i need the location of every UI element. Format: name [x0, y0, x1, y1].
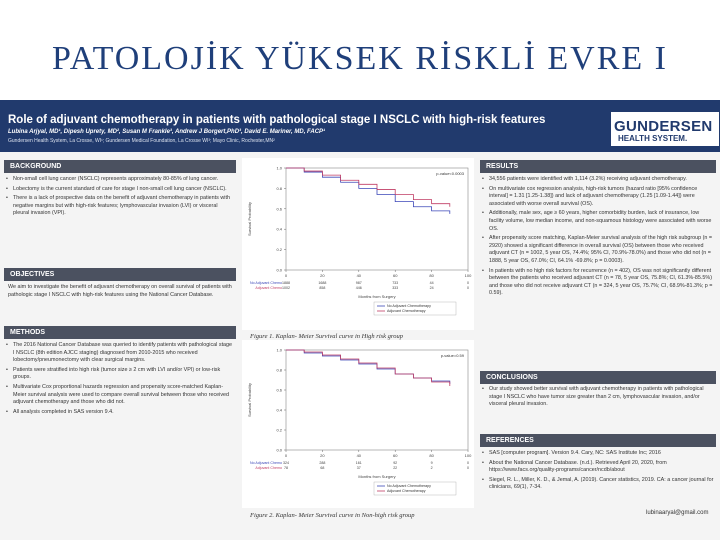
at-risk-value: 22 [393, 466, 398, 470]
at-risk-value: 288 [319, 461, 326, 465]
km-chart-high-risk [242, 158, 474, 330]
objectives-heading: OBJECTIVES [4, 268, 236, 281]
gundersen-logo [611, 112, 719, 146]
legend-label: No Adjuvant Chemotherapy [387, 304, 431, 308]
at-risk-value: 0 [467, 281, 469, 285]
legend-label: Adjuvant Chemotherapy [387, 309, 426, 313]
at-risk-value: 987 [355, 281, 362, 285]
logo-sub-text: HEALTH SYSTEM. [618, 134, 688, 143]
at-risk-value: 733 [392, 281, 399, 285]
y-tick-label: 0.4 [276, 407, 282, 413]
y-tick-label: 0.2 [276, 427, 282, 433]
poster-affiliations: Gundersen Health System, La Crosse, WI¹; Gundersen Medical Foundation, La Crosse WI³; Mayo Clinic, Rochester,MN² [8, 138, 275, 144]
at-risk-value: 1888 [282, 281, 290, 285]
y-tick-label: 0.4 [276, 226, 282, 232]
reference-item: • About the National Cancer Database. (n.d.). Retrieved April 20, 2020, from https://www.facs.org/quality-programs/cancer/ncdb/about [482, 460, 714, 475]
at-risk-value: 858 [319, 286, 326, 290]
poster-header [0, 100, 720, 152]
reference-item: • Siegel, R. L., Miller, K. D., & Jemal, A. (2019). Cancer statistics, 2019. CA: a cancer journal for clinicians, 69(1), 7-34. [482, 477, 714, 492]
at-risk-value: 37 [356, 466, 361, 470]
slide-title: PATOLOJİK YÜKSEK RİSKLİ EVRE I [52, 40, 668, 77]
x-tick-label: 80 [429, 273, 434, 278]
y-tick-label: 0.8 [276, 367, 282, 373]
at-risk-value: 92 [393, 461, 398, 465]
km-chart-non-high-risk [242, 340, 474, 508]
y-tick-label: 0.6 [276, 387, 282, 393]
objectives-section [8, 284, 234, 299]
at-risk-value: 161 [355, 461, 362, 465]
y-axis-label: Survival Probability [247, 201, 252, 237]
y-tick-label: 0.0 [276, 447, 282, 453]
at-risk-value: 24 [429, 286, 434, 290]
references-section [482, 450, 714, 494]
at-risk-label: No Adjuvant Chemo [250, 281, 282, 285]
reference-item: • SAS [computer program]. Version 9.4. Cary, NC: SAS Institute Inc; 2016 [482, 450, 714, 458]
contact-email: lubinaaryal@gmail.com [646, 510, 709, 516]
background-bullet: • Non-small cell lung cancer (NSCLC) represents approximately 80-85% of lung cancer. [6, 176, 234, 184]
x-axis-label: Months from Surgery [358, 474, 396, 479]
at-risk-label: Adjuvant Chemo [255, 466, 282, 470]
y-tick-label: 0.0 [276, 267, 282, 273]
at-risk-value: 0 [467, 466, 469, 470]
methods-bullet: • The 2016 National Cancer Database was queried to identify patients with pathological stage I NSCLC (8th edition AJCC staging) diagnosed from 2010-2015 who received lobectomy/pneumonectomy with clear surgical margins. [6, 342, 234, 365]
at-risk-value: 9 [430, 461, 433, 465]
poster [0, 100, 720, 540]
at-risk-value: 1002 [282, 286, 290, 290]
at-risk-value: 78 [284, 466, 288, 470]
at-risk-value: 68 [320, 466, 325, 470]
y-tick-label: 0.8 [276, 185, 282, 191]
at-risk-value: 44 [429, 281, 434, 285]
legend-label: No Adjuvant Chemotherapy [387, 484, 431, 488]
x-tick-label: 0 [284, 273, 288, 278]
figure-2-caption: Figure 2. Kaplan- Meier Survival curve in Non-high risk group [250, 512, 415, 519]
conclusions-bullet: • Our study showed better survival with adjuvant chemotherapy in patients with pathological stage I NSCLC who have tumor size greater than 2 cm, lymphovascular invasion, and/or visceral pleural invasion. [482, 386, 714, 409]
at-risk-value: 2 [430, 466, 433, 470]
x-tick-label: 60 [392, 453, 398, 458]
x-tick-label: 60 [392, 273, 398, 278]
legend-label: Adjuvant Chemotherapy [387, 489, 426, 493]
plot-area [286, 168, 468, 270]
at-risk-label: No Adjuvant Chemo [250, 461, 282, 465]
methods-bullet: • All analysis completed in SAS version 9.4. [6, 409, 234, 417]
conclusions-section [482, 386, 714, 411]
x-tick-label: 20 [320, 453, 325, 458]
references-heading: REFERENCES [480, 434, 716, 447]
at-risk-value: 333 [392, 286, 399, 290]
p-value-annotation: p-value=0.59 [440, 353, 464, 358]
at-risk-value: 446 [355, 286, 362, 290]
background-section [6, 176, 234, 220]
y-tick-label: 0.6 [276, 206, 282, 212]
x-tick-label: 0 [284, 453, 288, 458]
y-axis-label: Survival Probability [247, 382, 252, 418]
objectives-text: We aim to investigate the benefit of adjuvant chemotherapy on overall survival of patients with pathologic stage I NSCLC with high-risk features using the National Cancer Database. [8, 284, 232, 298]
at-risk-value: 324 [283, 461, 289, 465]
methods-section [6, 342, 234, 418]
results-heading: RESULTS [480, 160, 716, 173]
poster-title: Role of adjuvant chemotherapy in patients with pathological stage I NSCLC with high-risk features [8, 114, 546, 126]
methods-heading: METHODS [4, 326, 236, 339]
x-tick-label: 100 [464, 453, 472, 458]
y-tick-label: 1.0 [276, 347, 282, 353]
x-axis-label: Months from Surgery [358, 294, 396, 299]
results-section [482, 176, 714, 300]
figure-1-caption: Figure 1. Kaplan- Meier Survival curve in High risk group [250, 333, 403, 340]
results-bullet: • After propensity score matching, Kaplan-Meier survival analysis of the high risk subgroup (n = 2920) showed a significant difference in overall survival (OS) between those who received adjuvant CT (n = 1002, 5 year OS, 74.4%; 95% CI, 70.9%-78.0%) and those who did not (n = 1888, 5 year OS, 67.0%; CI, 64.1% -69.8%; p = 0.0003). [482, 235, 714, 265]
background-bullet: • Lobectomy is the current standard of care for stage I non-small cell lung cancer (NSCLC). [6, 186, 234, 194]
logo-main-text: GUNDERSEN [614, 118, 713, 135]
at-risk-value: 0 [467, 286, 469, 290]
p-value-annotation: p-value<0.0003 [436, 171, 464, 176]
methods-bullet: • Multivariate Cox proportional hazards regression and propensity score-matched Kaplan-Meier survival analysis were used to compare overall survival between those who received adjuvant chemotherapy and those who did not. [6, 384, 234, 407]
at-risk-value: 0 [467, 461, 469, 465]
y-tick-label: 1.0 [276, 165, 282, 171]
x-tick-label: 20 [320, 273, 325, 278]
background-heading: BACKGROUND [4, 160, 236, 173]
x-tick-label: 40 [356, 453, 362, 458]
y-tick-label: 0.2 [276, 247, 282, 253]
conclusions-heading: CONCLUSIONS [480, 371, 716, 384]
at-risk-value: 1688 [318, 281, 327, 285]
methods-bullet: • Patients were stratified into high risk (tumor size ≥ 2 cm with LVI and/or VPI) or low-risk groups. [6, 367, 234, 382]
x-tick-label: 100 [464, 273, 472, 278]
results-bullet: • In patients with no high risk factors for recurrence (n = 402), OS was not significantly different between the patients who received adjuvant CT (n = 78, 5 year OS, 75.8%; CI, 61.3%-85.5%) and those who did not receive adjuvant CT (n = 324, 5 year OS, 75.7%; CI, 68.9%-81.3%; p = 0.59). [482, 268, 714, 298]
results-bullet: • Additionally, male sex, age ≥ 60 years, higher comorbidity burden, lack of insurance, low facility volume, low median income, and non-squamous histology were associated with worse OS. [482, 210, 714, 233]
figure-2-panel [242, 340, 474, 508]
poster-authors: Lubina Arjyal, MD¹, Dipesh Uprety, MD², Susan M Frankle³, Andrew J Borgert,PhD³, David E. Mariner, MD, FACP¹ [8, 129, 326, 135]
results-bullet: • On multivariate cox regression analysis, high-risk tumors (hazard ratio [95% confidence interval] = 1.31 [1.25-1.38]) and lack of adjuvant chemotherapy (1.25 [1.09-1.44]) were associated with worse overall survival (OS). [482, 186, 714, 209]
x-tick-label: 80 [429, 453, 434, 458]
background-bullet: • There is a lack of prospective data on the benefit of adjuvant chemotherapy in patients with negative margins but with high-risk features; lymphovascular invasion (LVI) or visceral pleural invasion (VPI). [6, 195, 234, 218]
x-tick-label: 40 [356, 273, 362, 278]
at-risk-label: Adjuvant Chemo [255, 286, 282, 290]
figure-1-panel [242, 158, 474, 330]
results-bullet: • 34,556 patients were identified with 1,114 (3.2%) receiving adjuvant chemotherapy. [482, 176, 714, 184]
